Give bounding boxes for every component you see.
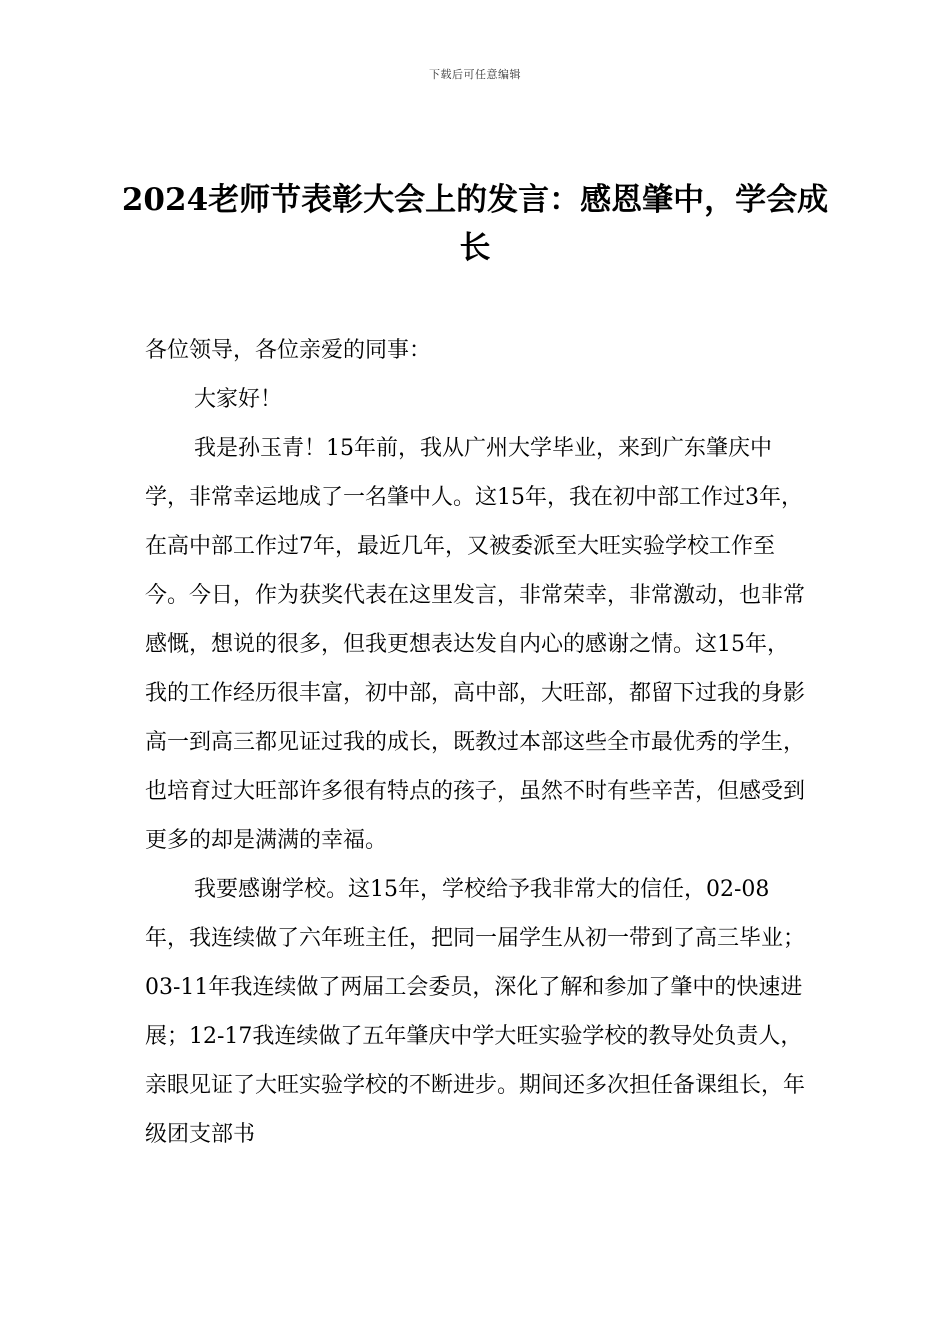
document-body <box>145 326 810 1159</box>
header-note: 下载后可任意编辑 <box>429 68 521 81</box>
paragraph: 大家好！ <box>194 387 283 412</box>
page-title: 2024老师节表彰大会上的发言：感恩肇中，学会成长 <box>121 182 829 266</box>
paragraph: 我是孙玉青！15年前，我从广州大学毕业，来到广东肇庆中学，非常幸运地成了一名肇中人。这15年，我在初中部工作过3年，在高中部工作过7年，最近几年，又被委派至大旺实验学校工作至今。今日，作为获奖代表在这里发言，非常荣幸，非常激动，也非常感慨，想说的很多，但我更想表达发自内心的感谢之情。这15年，我的工作经历很丰富，初中部，高中部，大旺部，都留下过我的身影高一到高三都见证过我的成长，既教过本部这些全市最优秀的学生，也培育过大旺部许多很有特点的孩子，虽然不时有些辛苦，但感受到更多的却是满满的幸福。 <box>145 436 806 853</box>
salutation: 各位领导，各位亲爱的同事： <box>145 338 432 363</box>
paragraph: 我要感谢学校。这15年，学校给予我非常大的信任，02-08年，我连续做了六年班主任，把同一届学生从初一带到了高三毕业；03-11年我连续做了两届工会委员，深化了解和参加了肇中的快速进展；12-17我连续做了五年肇庆中学大旺实验学校的教导处负责人，亲眼见证了大旺实验学校的不断进步。期间还多次担任备课组长，年级团支部书 <box>145 877 806 1147</box>
